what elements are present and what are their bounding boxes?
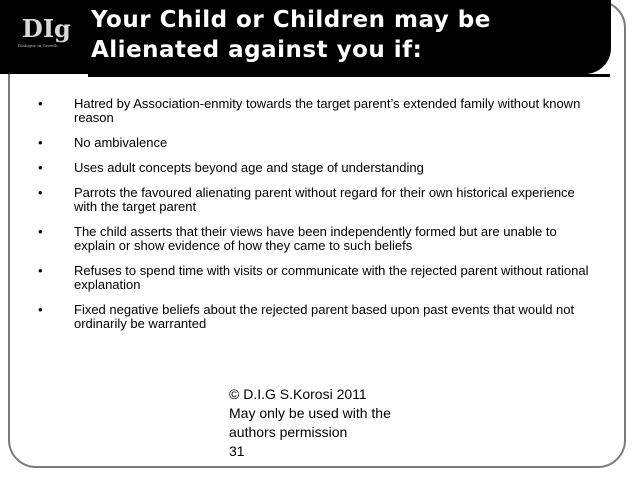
bullet-item [38, 225, 598, 253]
bullet-icon: • [38, 224, 43, 239]
bullet-icon: • [38, 302, 43, 317]
bullet-text: Parrots the favoured alienating parent without regard for their own historical experience with the target parent [74, 185, 575, 214]
bullet-text: Hatred by Association-enmity towards the target parent’s extended family without known reason [74, 96, 581, 125]
bullet-item [38, 136, 598, 150]
bullet-text: Fixed negative beliefs about the rejected parent based upon past events that would not ordinarily be warranted [74, 302, 575, 331]
title-bar [0, 0, 611, 74]
permission-line: authors permission [229, 424, 348, 440]
bullet-item [38, 186, 598, 214]
bullet-item [38, 303, 598, 331]
slide-title-line-1: Your Child or Children may be [91, 7, 491, 33]
slide-title [91, 5, 601, 65]
bullet-text: Uses adult concepts beyond age and stage of understanding [74, 160, 424, 175]
bullet-icon: • [38, 185, 43, 200]
logo-text: DIg [22, 14, 71, 43]
bullet-list [38, 97, 598, 342]
bullet-text: Refuses to spend time with visits or communicate with the rejected parent without rational explanation [74, 263, 589, 292]
bullet-text: The child asserts that their views have been independently formed but are unable to explain or show evidence of how they came to such beliefs [74, 224, 557, 253]
slide-number: 31 [229, 443, 245, 459]
title-underline [88, 74, 610, 77]
bullet-icon: • [38, 263, 43, 278]
bullet-icon: • [38, 96, 43, 111]
bullet-item [38, 97, 598, 125]
bullet-item [38, 161, 598, 175]
copyright-line: © D.I.G S.Korosi 2011 [229, 386, 367, 402]
bullet-item [38, 264, 598, 292]
bullet-icon: • [38, 160, 43, 175]
logo [18, 16, 70, 56]
logo-subtext: Dialogue in Growth [18, 43, 58, 48]
bullet-text: No ambivalence [74, 135, 168, 150]
slide-title-line-2: Alienated against you if: [91, 37, 423, 63]
copyright-footer [229, 385, 449, 461]
permission-line: May only be used with the [229, 405, 391, 421]
bullet-icon: • [38, 135, 43, 150]
